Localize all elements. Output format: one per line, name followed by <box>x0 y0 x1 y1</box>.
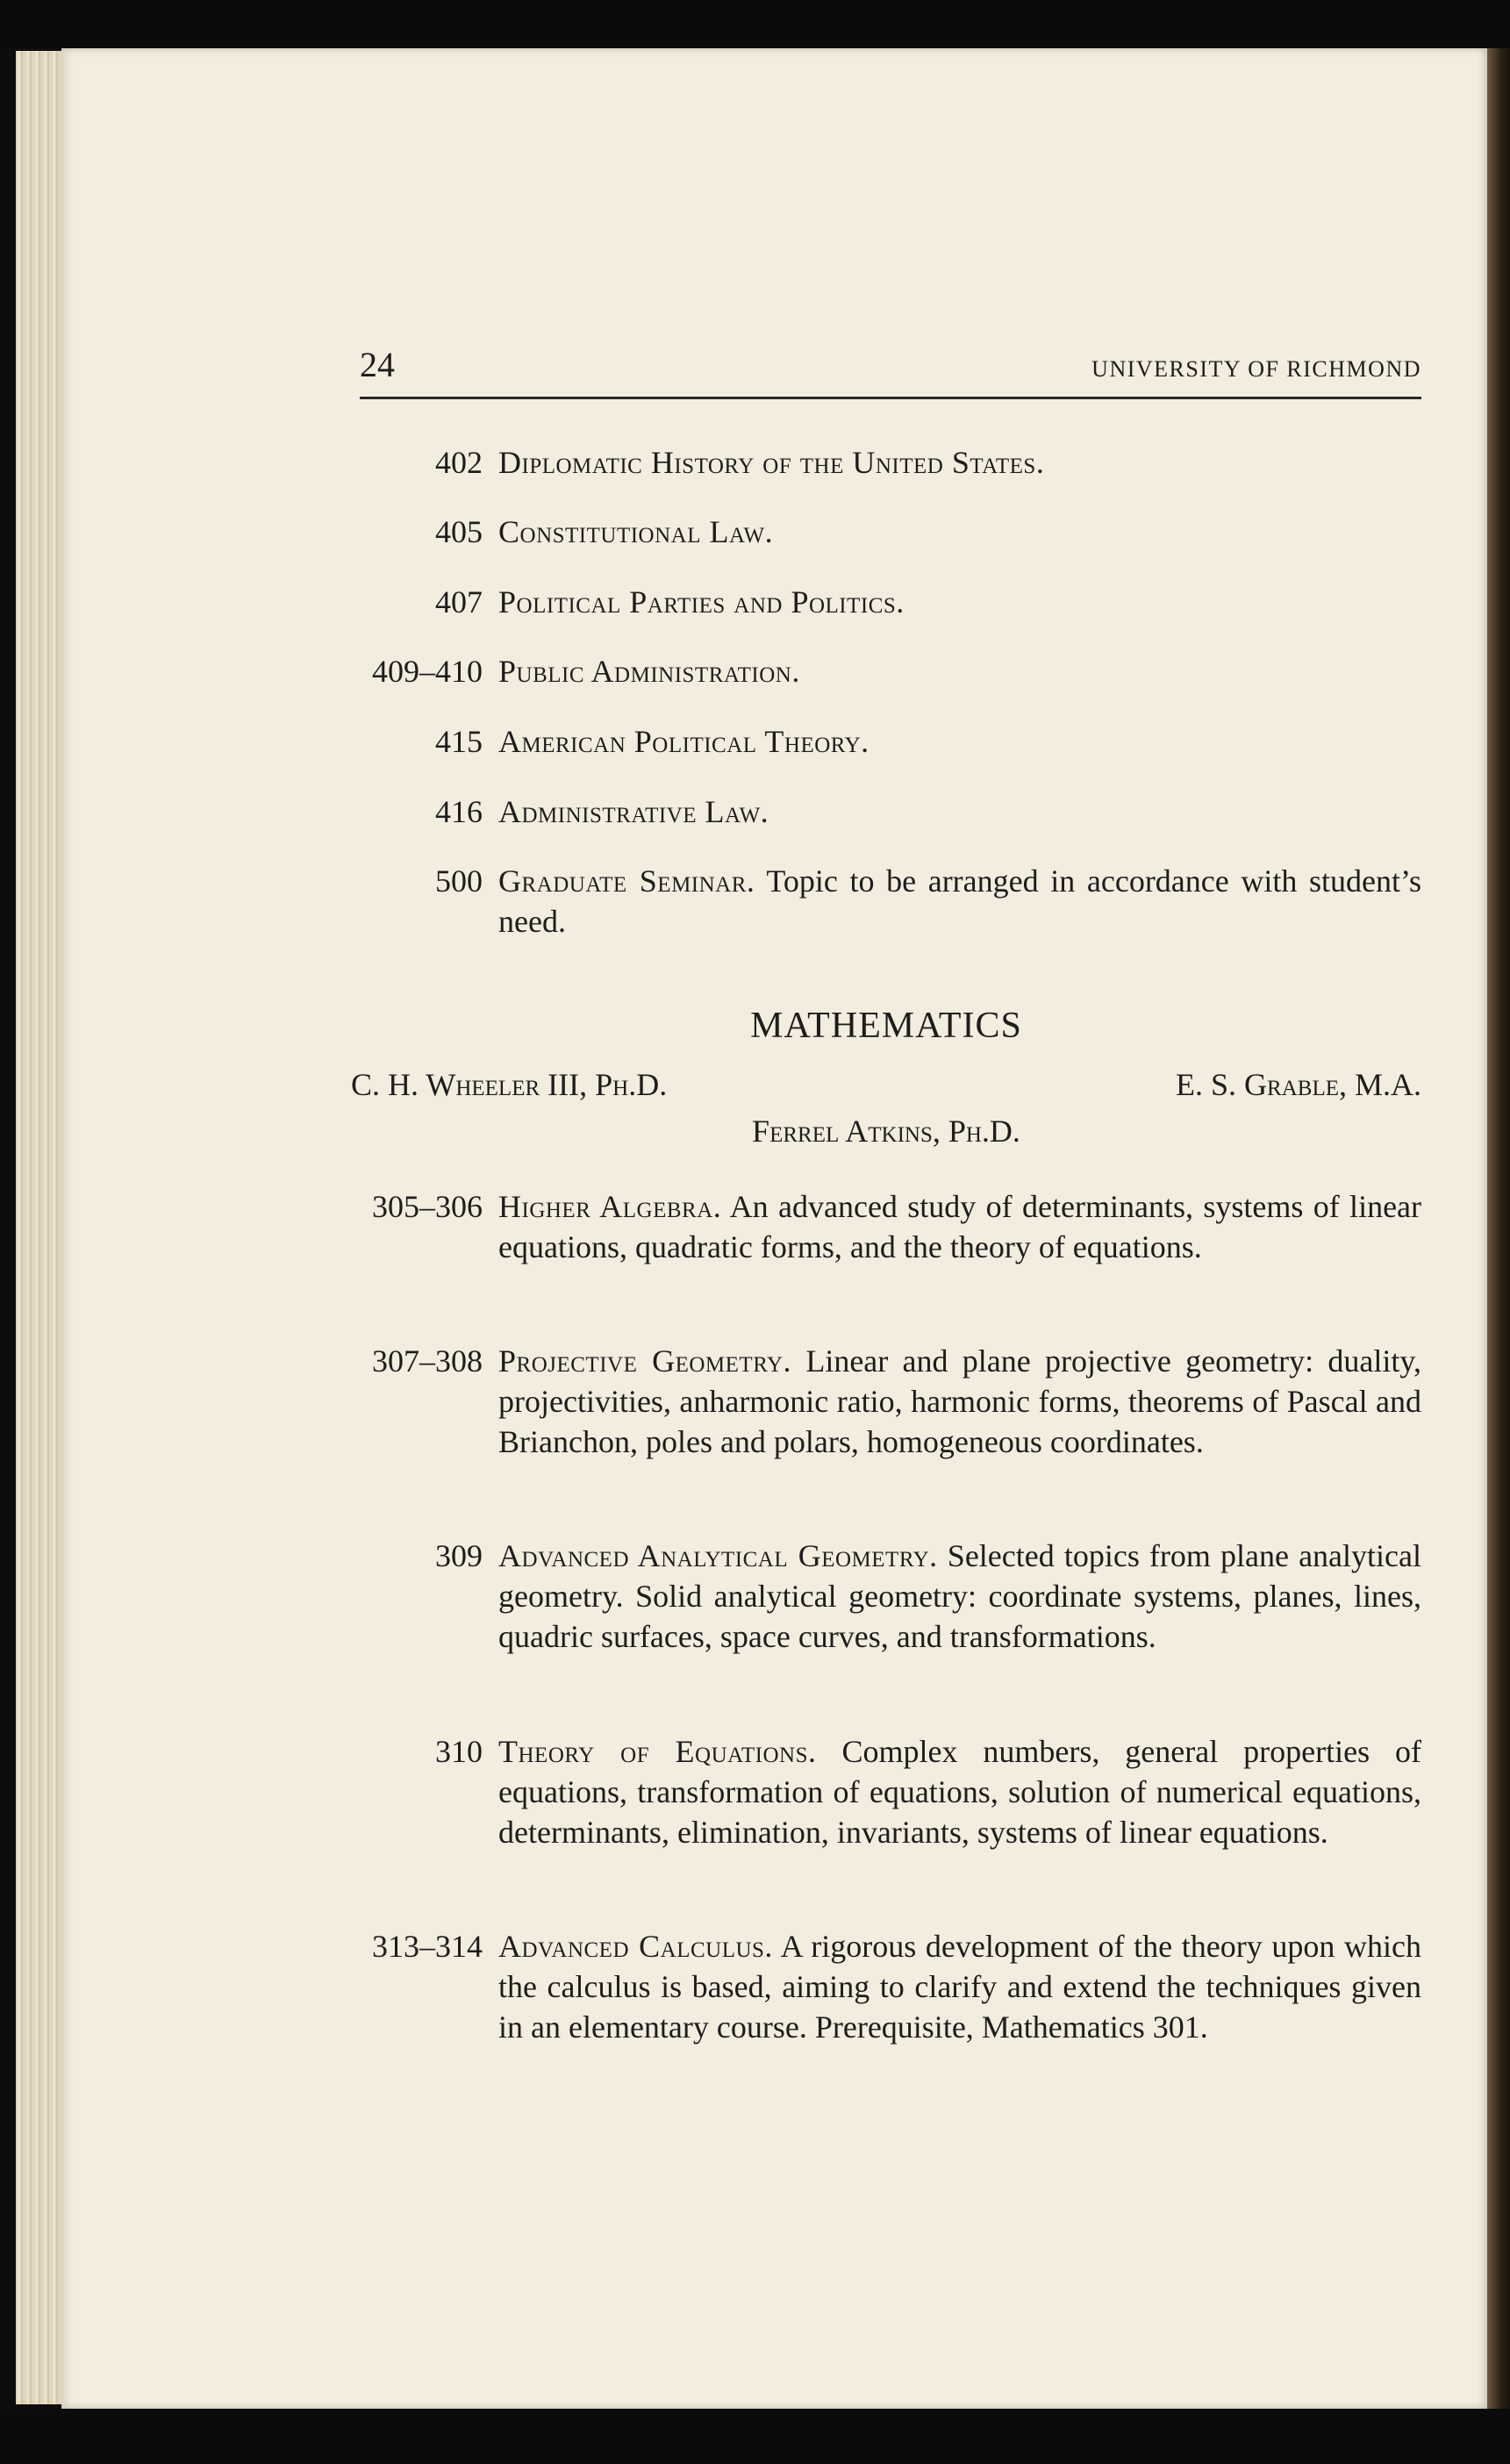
course-title: American Political Theory. <box>498 724 870 759</box>
course-entry <box>351 791 1421 832</box>
course-number: 415 <box>435 724 483 759</box>
course-description: Linear and plane projective geometry: duality, projectivities, anharmonic ratio, harmonic forms, theorems of Pascal and Brianchon, poles and polars, homogeneous coordinates. <box>498 1343 1422 1459</box>
course-number: 416 <box>435 794 483 829</box>
running-head: UNIVERSITY OF RICHMOND <box>1091 356 1421 382</box>
scan-border-bottom <box>0 2409 1510 2464</box>
course-description: Selected topics from plane analytical geometry. Solid analytical geometry: coordinate systems, planes, lines, quadric surfaces, space curves, and transformations. <box>498 1538 1421 1654</box>
course-title: Public Administration. <box>498 654 800 689</box>
course-entry <box>351 1536 1421 1657</box>
course-number: 305–306 <box>372 1189 483 1224</box>
course-number: 402 <box>435 445 483 480</box>
course-title: Political Parties and Politics. <box>498 584 905 620</box>
course-number: 313–314 <box>372 1929 483 1964</box>
course-title: Constitutional Law. <box>498 514 774 549</box>
course-description: Topic to be arranged in accordance with student’s need. <box>498 863 1421 939</box>
section-heading: MATHEMATICS <box>750 1006 1022 1046</box>
course-entry <box>351 512 1421 552</box>
book-binding-edge <box>1487 48 1510 2409</box>
page-header <box>360 344 1421 399</box>
course-title: Graduate Seminar. <box>498 863 755 899</box>
page-number: 24 <box>360 345 395 384</box>
course-number: 310 <box>435 1734 483 1769</box>
course-entry <box>351 1341 1421 1462</box>
course-number: 500 <box>435 863 483 899</box>
course-title: Administrative Law. <box>498 794 769 829</box>
course-entry <box>351 442 1421 483</box>
course-number: 309 <box>435 1538 483 1573</box>
course-title: Advanced Calculus. <box>498 1929 773 1964</box>
course-title: Theory of Equations. <box>498 1734 817 1769</box>
course-entry <box>351 1186 1421 1267</box>
course-entry <box>351 861 1421 942</box>
course-description: Complex numbers, general properties of equations, transformation of equations, solution of numerical equations, determinants, elimination, invariants, systems of linear equations. <box>498 1734 1422 1850</box>
course-number: 405 <box>435 514 483 549</box>
course-entry <box>351 651 1421 691</box>
course-description: A rigorous development of the theory upon which the calculus is based, aiming to clarify and extend the techniques given in an elementary course. Prerequisite, Mathematics 301. <box>498 1929 1421 2045</box>
faculty-member: C. H. Wheeler III, Ph.D. <box>351 1067 668 1102</box>
course-title: Projective Geometry. <box>498 1343 792 1379</box>
faculty-member: Ferrel Atkins, Ph.D. <box>752 1114 1020 1149</box>
course-number: 307–308 <box>372 1343 483 1379</box>
course-number: 409–410 <box>372 654 483 689</box>
course-entry <box>351 1926 1421 2047</box>
course-number: 407 <box>435 584 483 620</box>
faculty-member: E. S. Grable, M.A. <box>1176 1067 1421 1102</box>
course-entry <box>351 582 1421 622</box>
course-entry <box>351 721 1421 762</box>
course-description: An advanced study of determinants, systems of linear equations, quadratic forms, and the theory of equations. <box>498 1189 1422 1264</box>
course-title: Higher Algebra. <box>498 1189 722 1224</box>
course-title: Diplomatic History of the United States. <box>498 445 1045 480</box>
course-entry <box>351 1731 1421 1852</box>
course-title: Advanced Analytical Geometry. <box>498 1538 938 1573</box>
scan-border-top <box>0 0 1510 48</box>
